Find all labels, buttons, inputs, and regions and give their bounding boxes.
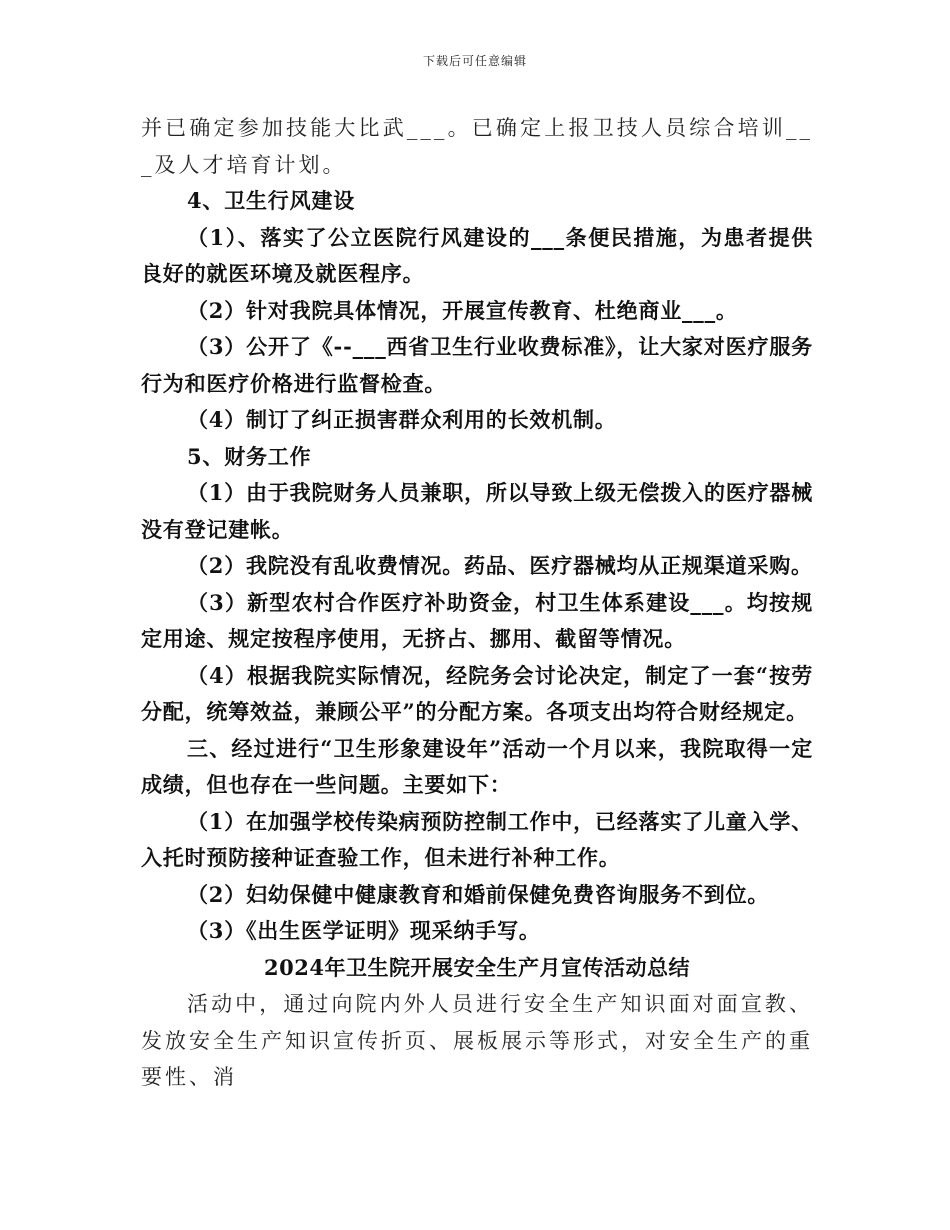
paragraph-problem-item-2: （2）妇幼保健中健康教育和婚前保健免费咨询服务不到位。 xyxy=(187,881,770,907)
paragraph-activity-summary: 活动中，通过向院内外人员进行安全生产知识面对面宣教、发放安全生产知识宣传折页、展板展示等形式，对安全生产的重要性、消 xyxy=(141,992,813,1089)
heading-finance-work: 5、财务工作 xyxy=(187,443,312,469)
paragraph-finance-item-3: （3）新型农村合作医疗补助资金，村卫生体系建设___。均按规定用途、规定按程序使用，无挤占、挪用、截留等情况。 xyxy=(141,589,813,651)
heading-conduct-construction: 4、卫生行风建设 xyxy=(187,188,356,213)
paragraph-finance-item-4: （4）根据我院实际情况，经院务会讨论决定，制定了一套“按劳分配，统筹效益，兼顾公平”的分配方案。各项支出均符合财经规定。 xyxy=(141,662,813,724)
paragraph-finance-item-1: （1）由于我院财务人员兼职，所以导致上级无偿拨入的医疗器械没有登记建帐。 xyxy=(141,480,813,542)
paragraph-problem-item-3: （3）《出生医学证明》现采纳手写。 xyxy=(187,918,541,943)
page-header: 下载后可任意编辑 xyxy=(422,54,527,68)
paragraph-problem-item-1: （1）在加强学校传染病预防控制工作中，已经落实了儿童入学、入托时预防接种证查验工作，但未进行补种工作。 xyxy=(141,808,813,870)
paragraph-conduct-item-3: （3）公开了《--___西省卫生行业收费标准》，让大家对医疗服务行为和医疗价格进行监督检查。 xyxy=(141,334,813,396)
paragraph-conduct-item-4: （4）制订了纠正损害群众利用的长效机制。 xyxy=(187,407,617,432)
document-title: 2024年卫生院开展安全生产月宣传活动总结 xyxy=(264,954,690,980)
paragraph-finance-item-2: （2）我院没有乱收费情况。药品、医疗器械均从正规渠道采购。 xyxy=(187,553,813,578)
paragraph-section-three: 三、经过进行“卫生形象建设年”活动一个月以来，我院取得一定成绩，但也存在一些问题。主要如下： xyxy=(141,735,813,797)
document-body xyxy=(141,110,813,1096)
paragraph-conduct-item-2: （2）针对我院具体情况，开展宣传教育、杜绝商业___。 xyxy=(187,297,738,323)
paragraph-conduct-item-1: （1）、落实了公立医院行风建设的___条便民措施，为患者提供良好的就医环境及就医程序。 xyxy=(141,224,813,286)
paragraph-training-plan: 并已确定参加技能大比武___。已确定上报卫技人员综合培训___及人才培育计划。 xyxy=(141,116,813,177)
